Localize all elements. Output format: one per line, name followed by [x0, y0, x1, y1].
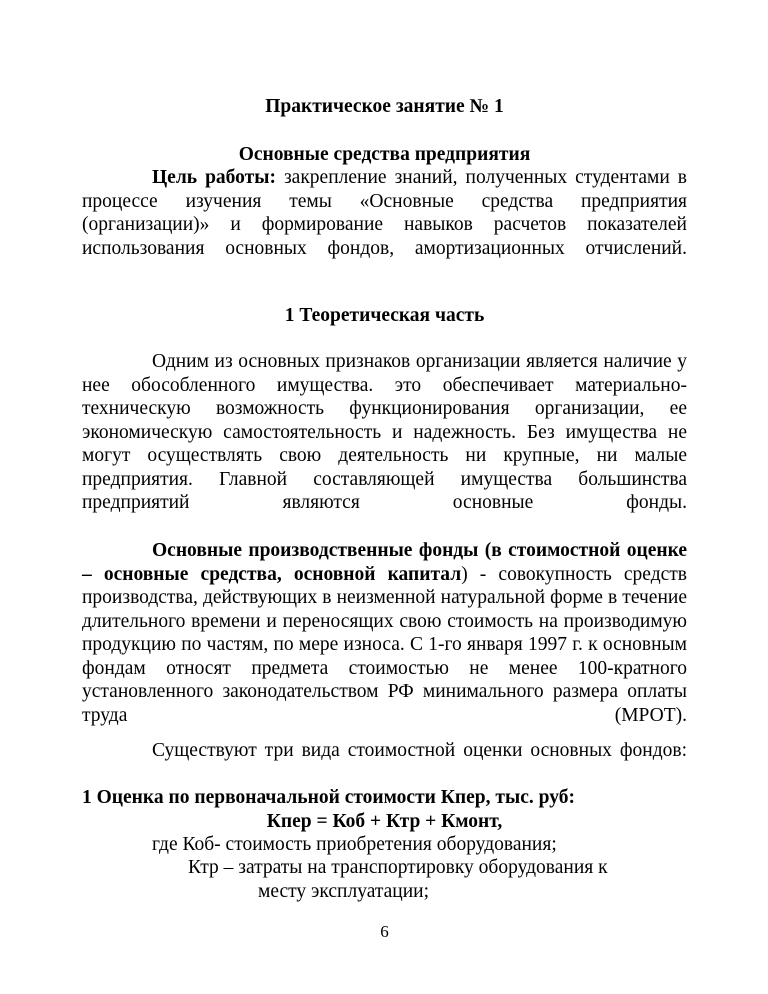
formula: Кпер = Коб + Ктр + Кмонт,	[266, 811, 503, 832]
paragraph-2	[82, 539, 687, 727]
item-1-heading: 1 Оценка по первоначальной стоимости Кпер, тыс. руб:	[82, 787, 575, 808]
page-number: 6	[380, 922, 389, 941]
goal-paragraph	[82, 166, 687, 260]
paragraph-2-text: ) - совокупность средств производства, действующих в неизменной натуральной форме в течение длительного времени и переносящих свою стоимость на производимую продукцию по частям, по мере износа. С 1-го января 1997 г. к основным фондам относят предмета стоимостью не менее 100-кратного установленного законодательством РФ минимального размера оплаты труда (МРОТ).	[82, 563, 687, 726]
paragraph-1: Одним из основных признаков организации является наличие у нее обособленного имущества. это обеспечивает материально-техническую возможность функционирования организации, ее экономическую самостоятельность и надежность. Без имущества не могут осуществлять свою деятельность ни крупные, ни малые предприятия. Главной составляющей имущества большинства предприятий являются основные фонды.	[82, 351, 687, 513]
paragraph-2-term: Основные производственные фонды (в стоимостной оценке – основные средства, основной капитал	[82, 540, 687, 585]
where-line-1: где Коб- стоимость приобретения оборудования;	[152, 834, 557, 855]
page-subtitle: Основные средства предприятия	[238, 144, 531, 165]
paragraph-3: Существуют три вида стоимостной оценки основных фондов:	[152, 740, 687, 761]
section-title: 1 Теоретическая часть	[284, 305, 485, 326]
goal-text: закрепление знаний, полученных студентами в процессе изучения темы «Основные средства предприятия (организации)» и формирование навыков расчетов показателей использования основных фондов, амортизационных отчислений.	[82, 167, 687, 259]
where-line-2: Ктр – затраты на транспортировку оборудования к месту эксплуатации;	[188, 857, 608, 902]
page-title: Практическое занятие № 1	[265, 96, 504, 117]
goal-label: Цель работы:	[152, 167, 276, 188]
